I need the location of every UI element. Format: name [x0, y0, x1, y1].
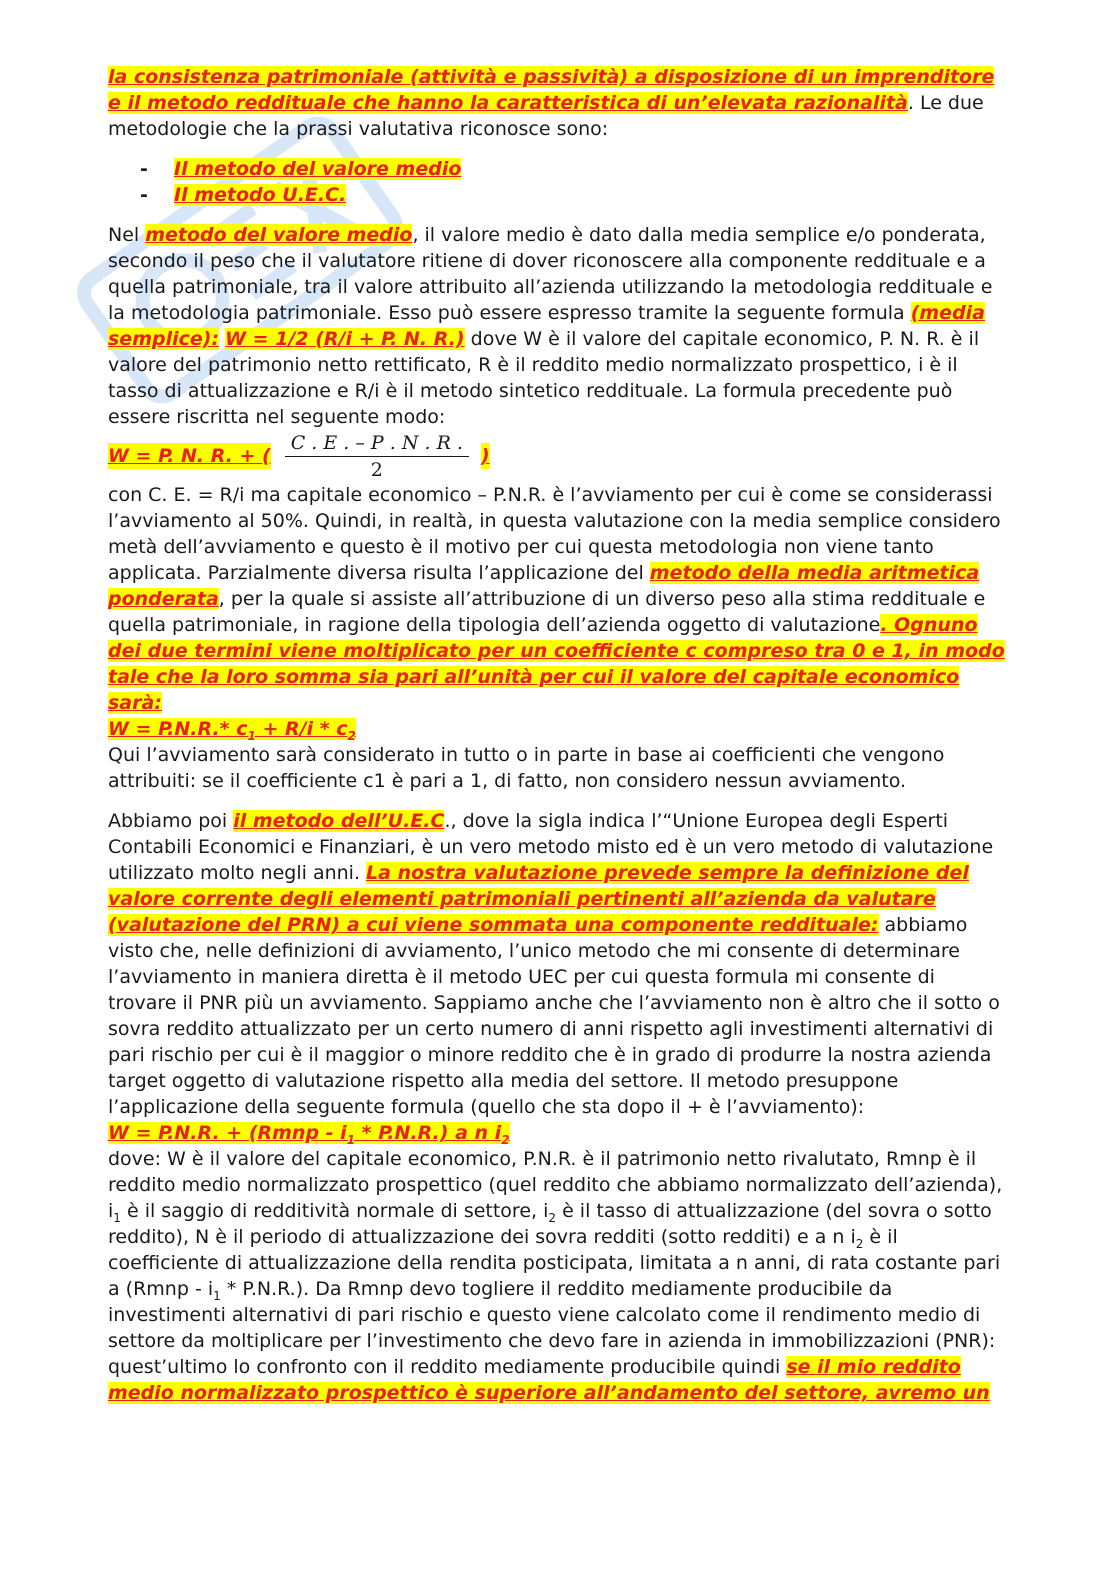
intro-paragraph: la consistenza patrimoniale (attività e passività) a disposizione di un imprenditore e il metodo reddituale che hanno la caratteristica di un’elevata razionalità. Le due metodologie che la prassi valutativa riconosce sono: — [108, 66, 995, 140]
media-ponderata-paragraph: con C. E. = R/i ma capitale economico – P.N.R. è l’avviamento per cui è come se considerassi l’avviamento al 50%. Quindi, in realtà, in questa valutazione con la media semplice considero metà dell’avviamento e questo è il motivo per cui questa metodologia non viene tanto applicata. Parzialmente diversa risulta l’applicazione del metodo della media aritmetica ponderata, per la quale si assiste all’attribuzione di un diverso peso alla stima reddituale e quella patrimoniale, in ragione della tipologia dell’azienda oggetto di valutazione. Ognuno dei due termini viene moltiplicato per un coefficiente c compreso tra 0 e 1, in modo tale che la loro somma sia pari all’unità per cui il valore del capitale economico sarà: W = P.N.R.* $c_1 + R/i * c_2$ Qui l’avviamento sarà considerato in tutto o in parte in base ai coefficienti che vengono attribuiti: se il coefficiente c1 è pari a 1, di fatto, non considero nessun avviamento. — [108, 484, 1005, 792]
uec-paragraph: Abbiamo poi il metodo dell’U.E.C., dove la sigla indica l’“Unione Europea degli Esperti Contabili Economici e Finanziari, è un vero metodo misto ed è un vero metodo di valutazione utilizzato molto negli anni. La nostra valutazione prevede sempre la definizione del valore corrente degli elementi patrimoniali pertinenti all’azienda da valutare (valutazione del PRN) a cui viene sommata una componente reddituale: abbiamo visto che, nelle definizioni di avviamento, l’unico metodo che mi consente di determinare l’avviamento in maniera diretta è il metodo UEC per cui questa formula mi consente di trovare il PNR più un avviamento. Sappiamo anche che l’avviamento non è altro che il sotto o sovra reddito attualizzato per un certo numero di anni rispetto agli investimenti alternativi di pari rischio per cui è il maggior o minore reddito che è in grado di produrre la nostra azienda target oggetto di valutazione rispetto alla media del settore. Il metodo presuppone l’applicazione della seguente formula (quello che sta dopo il + è l’avviamento): W = P.N.R. + (Rmnp - $i_1 * P.N.R$.) a n $i_2$ dove: W è il valore del capitale economico, P.N.R. è il patrimonio netto rivalutato, Rmnp è il reddito medio normalizzato prospettico (quel reddito che abbiamo normalizzato dell’azienda), $i_1$ è il saggio di redditività normale di settore, $i_2$ è il tasso di attualizzazione (del sovra o sotto reddito), N è il periodo di attualizzazione dei sovra redditi (sotto redditi) e a n $i_2$ è il coefficiente di attualizzazione della rendita posticipata, limitata a n anni, di rata costante pari a (Rmnp - $i_1 * P.N.R$.). Da Rmnp devo togliere il reddito mediamente producibile da investimenti alternativi di pari rischio e questo viene calcolato come il rendimento medio di settore da moltiplicare per l’investimento che devo fare in azienda in immobilizzazioni (PNR): quest’ultimo lo confronto con il reddito mediamente producibile quindi se il mio reddito medio normalizzato prospettico è superiore all’andamento del settore, avremo un — [108, 810, 1003, 1404]
fraction: $\frac{C . E . - P . N . R .}{2}$ — [285, 432, 469, 481]
formula-uec: W = P.N.R. + (Rmnp - $i_1 * P.N.R$.) a n $i_2$ — [108, 1122, 510, 1147]
list-item: - Il metodo U.E.C. — [140, 184, 347, 206]
valore-medio-paragraph: Nel metodo del valore medio, il valore medio è dato dalla media semplice e/o ponderata, secondo il peso che il valutatore ritiene di dover riconoscere alla componente reddituale e a quella patrimoniale, tra il valore attribuito all’azienda utilizzando la metodologia reddituale e la metodologia patrimoniale. Esso può essere espresso tramite la seguente formula (media semplice): W = 1/2 (R/i + P. N. R.) dove W è il valore del capitale economico, P. N. R. è il valore del patrimonio netto rettificato, R è il reddito medio normalizzato prospettico, i è il tasso di attualizzazione e R/i è il metodo sintetico reddituale. La formula precedente può essere riscritta nel seguente modo: — [108, 224, 993, 428]
highlight: la consistenza patrimoniale (attività e passività) a disposizione di un imprenditore e il metodo reddituale che hanno la caratteristica di un’elevata razionalità — [108, 66, 995, 114]
list-item: - Il metodo del valore medio — [140, 158, 462, 180]
formula-valore-medio: W = P. N. R. + ( $\frac{C . E . - P . N . R .}{2}$ ) — [108, 431, 490, 481]
methods-list — [140, 156, 1008, 208]
document-body — [108, 64, 1008, 1406]
formula-ponderata: W = P.N.R.* $c_1 + R/i * c_2$ — [108, 718, 356, 743]
